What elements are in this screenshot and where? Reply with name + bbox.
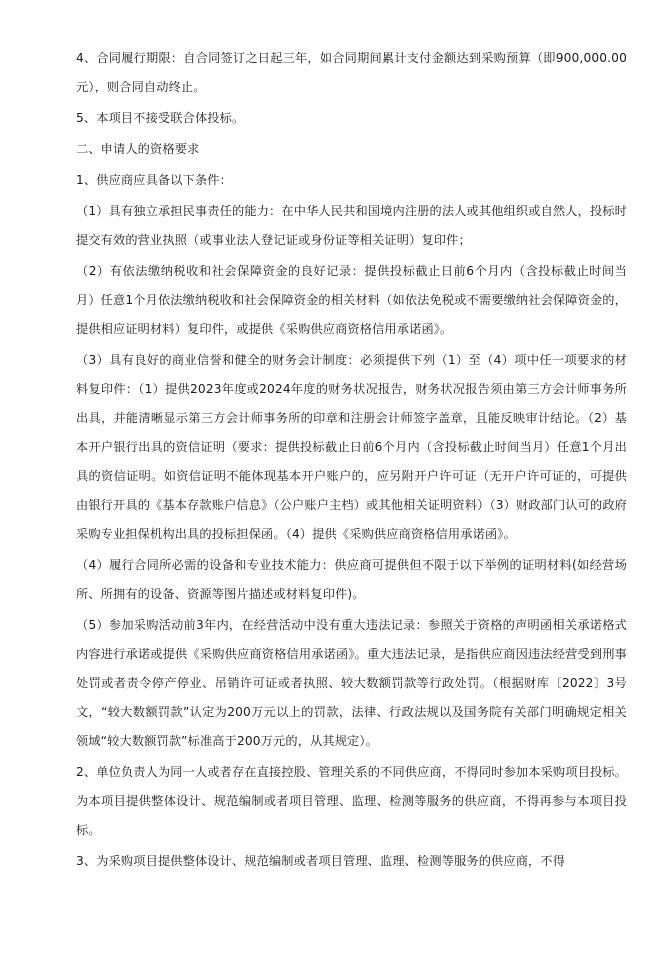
clause-no-consortium: 5、本项目不接受联合体投标。 <box>76 111 245 125</box>
condition-financial-accounting: （3）具有良好的商业信誉和健全的财务会计制度：必须提供下列（1）至（4）项中任一项要求的材料复印件：（1）提供2023年度或2024年度的财务状况报告，财务状况报告须由第三方会计师事务所出具，并能清晰显示第三方会计师事务所的印章和注册会计师签字盖章，且能反映审计结论。（2）基本开户银行出具的资信证明（要求：提供投标截止日前6个月内（含投标截止时间当月）任意1个月出具的资信证明。如资信证明不能体现基本开户账户的，应另附开户许可证（无开户许可证的，可提供由银行开具的《基本存款账户信息》（公户账户主档）或其他相关证明资料）（3）财政部门认可的政府采购专业担保机构出具的投标担保函。（4）提供《采购供应商资格信用承诺函》。 <box>76 353 627 541</box>
clause-related-suppliers: 2、单位负责人为同一人或者存在直接控股、管理关系的不同供应商，不得同时参加本采购项目投标。为本项目提供整体设计、规范编制或者项目管理、监理、检测等服务的供应商，不得再参与本项目投标。 <box>76 765 627 837</box>
condition-civil-liability: （1）具有独立承担民事责任的能力：在中华人民共和国境内注册的法人或其他组织或自然人，投标时提交有效的营业执照（或事业法人登记证或身份证等相关证明）复印件； <box>76 204 627 247</box>
condition-equipment-capability: （4）履行合同所必需的设备和专业技术能力：供应商可提供但不限于以下举例的证明材料(如经营场所、所拥有的设备、资源等图片描述或材料复印件)。 <box>76 558 627 601</box>
clause-design-service-suppliers: 3、为采购项目提供整体设计、规范编制或者项目管理、监理、检测等服务的供应商，不得 <box>76 854 566 868</box>
section-heading-qualifications: 二、申请人的资格要求 <box>76 142 200 156</box>
clause-contract-term: 4、合同履行期限：自合同签订之日起三年，如合同期间累计支付金额达到采购预算（即900,000.00元），则合同自动终止。 <box>76 51 627 94</box>
clause-supplier-conditions: 1、供应商应具备以下条件： <box>76 173 232 187</box>
condition-no-violation-record: （5）参加采购活动前3年内，在经营活动中没有重大违法记录：参照关于资格的声明函相关承诺格式内容进行承诺或提供《采购供应商资格信用承诺函》。重大违法记录，是指供应商因违法经营受到刑事处罚或者责令停产停业、吊销许可证或者执照、较大数额罚款等行政处罚。（根据财库〔2022〕3号文，“较大数额罚款”认定为200万元以上的罚款，法律、行政法规以及国务院有关部门明确规定相关领域“较大数额罚款”标准高于200万元的，从其规定）。 <box>76 618 627 748</box>
condition-tax-social-security: （2）有依法缴纳税收和社会保障资金的良好记录：提供投标截止日前6个月内（含投标截止时间当月）任意1个月依法缴纳税收和社会保障资金的相关材料（如依法免税或不需要缴纳社会保障资金的，提供相应证明材料）复印件，或提供《采购供应商资格信用承诺函》。 <box>76 264 627 336</box>
